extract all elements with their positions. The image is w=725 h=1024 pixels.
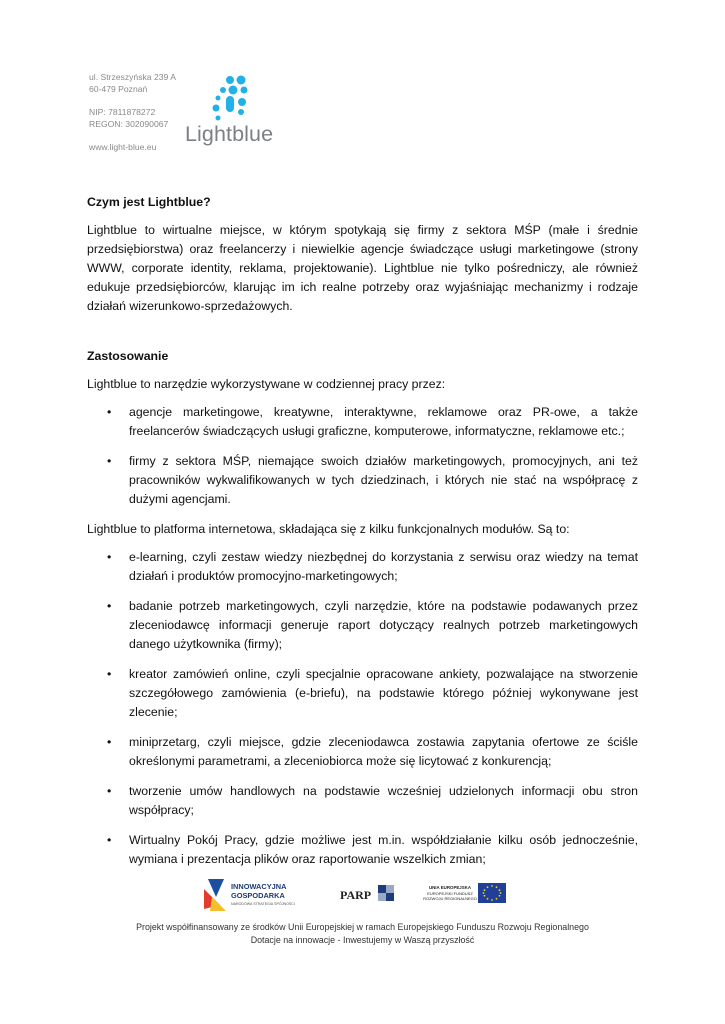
eu-line-1: UNIA EUROPEJSKA: [428, 885, 472, 890]
innowacyjna-gospodarka-logo-icon: [204, 879, 295, 911]
document-body: [87, 193, 638, 880]
funding-notice-line-1: Projekt współfinansowany ze środków Unii Europejskiej w ramach Europejskiego Funduszu Rozwoju Regionalnego: [136, 922, 589, 932]
list-item: [87, 597, 638, 654]
lightblue-logo-text: Lightblue: [185, 122, 274, 146]
company-contact-block: [89, 71, 199, 153]
regon-number: REGON: 302090067: [89, 119, 169, 130]
eu-flag-icon: [423, 883, 506, 903]
bullet-icon: •: [107, 784, 112, 798]
ig-subtitle: NARODOWA STRATEGIA SPÓJNOŚCI: [231, 902, 295, 906]
about-paragraph: Lightblue to wirtualne miejsce, w którym spotykają się firmy z sektora MŚP (małe i średnie przedsiębiorstwa) oraz freelancerzy i niewielkie agencje świadczące usługi marketingowe (strony WWW, corporate identity, reklama, projektowanie). Lightblue nie tylko pośredniczy, ale również edukuje przedsiębiorców, klarując im ich realne potrzeby oraz wyjaśniając mechanizmy i rodzaje działań wizerunkowo-sprzedażowych.: [87, 223, 638, 313]
bullet-icon: •: [107, 667, 112, 681]
bullet-icon: •: [107, 599, 112, 613]
list-item-text: kreator zamówień online, czyli specjalnie opracowane ankiety, pozwalające na stworzenie szczegółowego zamówienia (e-briefu), na podstawie którego później wykonywane jest zlecenie;: [129, 667, 638, 719]
ig-title-line-1: INNOWACYJNA: [231, 882, 287, 891]
address-line-2: 60-479 Poznań: [89, 84, 148, 95]
bullet-icon: •: [107, 833, 112, 847]
list-item-text: Wirtualny Pokój Pracy, gdzie możliwe jest m.in. współdziałanie kilku osób jednocześnie, wymiana i prezentacja plików oraz raportowanie wszelkich zmian;: [129, 833, 638, 866]
section-heading-about: Czym jest Lightblue?: [87, 195, 211, 209]
usage-intro-paragraph: Lightblue to narzędzie wykorzystywane w codziennej pracy przez:: [87, 377, 446, 391]
list-item-text: firmy z sektora MŚP, niemające swoich działów marketingowych, promocyjnych, ani też pracowników wykwalifikowanych w tych dziedzinach, i których nie stać na współpracę z dużymi agencjami.: [129, 454, 638, 506]
list-item: [87, 733, 638, 771]
bullet-icon: •: [107, 454, 112, 468]
funding-notice-line-2: Dotacje na innowacje - Inwestujemy w Waszą przyszłość: [250, 934, 475, 945]
website-link: www.light-blue.eu: [89, 141, 157, 152]
platform-intro-paragraph: Lightblue to platforma internetowa, składająca się z kilku funkcjonalnych modułów. Są to:: [87, 522, 570, 536]
bullet-icon: •: [107, 550, 112, 564]
user-groups-list: [87, 403, 638, 509]
list-item: [87, 665, 638, 722]
list-item-text: miniprzetarg, czyli miejsce, gdzie zleceniodawca zostawia zapytania ofertowe ze ściśle określonymi parametrami, a zleceniobiorca może się licytować z konkurencją;: [129, 735, 638, 768]
address-line-1: ul. Strzeszyńska 239 A: [89, 72, 176, 82]
eu-line-2: EUROPEJSKI FUNDUSZ: [427, 891, 473, 896]
list-item: [87, 403, 638, 441]
list-item: [87, 831, 638, 869]
list-item: [87, 548, 638, 586]
funding-notice: [120, 921, 605, 946]
modules-list: [87, 548, 638, 869]
list-item-text: tworzenie umów handlowych na podstawie wcześniej udzielonych informacji obu stron współpracy;: [129, 784, 638, 817]
list-item-text: badanie potrzeb marketingowych, czyli narzędzie, które na podstawie podawanych przez zleceniodawcę informacji generuje raport dotyczący realnych potrzeb marketingowych danego użytkownika (firmy);: [129, 599, 638, 651]
section-heading-usage: Zastosowanie: [87, 349, 169, 363]
funding-logos: [200, 875, 540, 915]
list-item-text: agencje marketingowe, kreatywne, interaktywne, reklamowe oraz PR-owe, a także freelancerów świadczących usługi graficzne, komputerowe, informatyczne, reklamowe etc.;: [129, 405, 638, 438]
ig-title-line-2: GOSPODARKA: [231, 891, 285, 900]
parp-logo-icon: [340, 885, 394, 902]
list-item: [87, 452, 638, 509]
nip-number: NIP: 7811878272: [89, 106, 156, 117]
list-item-text: e-learning, czyli zestaw wiedzy niezbędnej do korzystania z serwisu oraz wiedzy na temat działań i produktów promocyjno-marketingowych;: [129, 550, 638, 583]
eu-line-3: ROZWOJU REGIONALNEGO: [423, 896, 477, 901]
list-item: [87, 782, 638, 820]
bullet-icon: •: [107, 735, 112, 749]
parp-text: PARP: [340, 888, 372, 902]
bullet-icon: •: [107, 405, 112, 419]
